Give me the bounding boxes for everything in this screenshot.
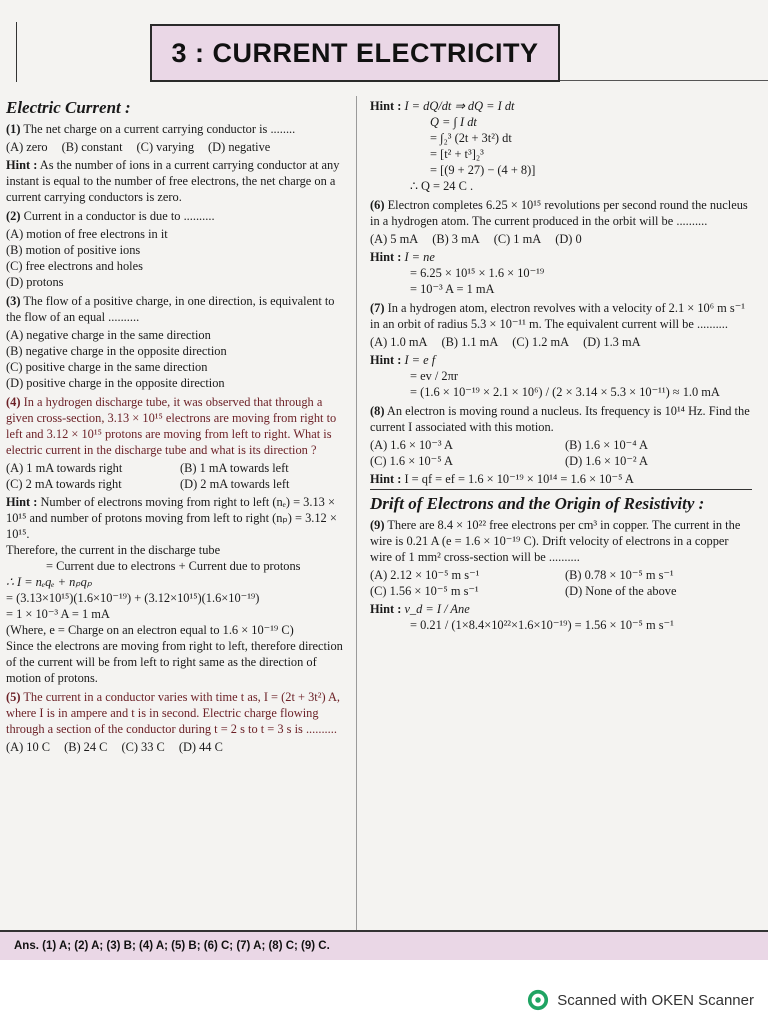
hint-text: I = qf = ef = 1.6 × 10⁻¹⁹ × 10¹⁴ = 1.6 × 10⁻⁵ A — [404, 472, 634, 486]
question-text: Current in a conductor is due to .......... — [23, 209, 215, 223]
option: (C) varying — [136, 140, 195, 154]
margin-rule — [16, 22, 17, 82]
hint-4 — [6, 494, 346, 686]
question-5 — [6, 689, 346, 737]
hint-line: = (1.6 × 10⁻¹⁹ × 2.1 × 10⁶) / (2 × 3.14 × 5.3 × 10⁻¹¹) ≈ 1.0 mA — [410, 385, 720, 399]
hint-line: ∴ Q = 24 C . — [410, 179, 474, 193]
options-1 — [6, 139, 346, 155]
question-number: (2) — [6, 209, 21, 223]
section-heading-electric-current: Electric Current : — [6, 98, 131, 117]
hint-label: Hint : — [6, 158, 38, 172]
option: (C) 33 C — [121, 740, 165, 754]
hint-8 — [370, 471, 752, 487]
question-number: (4) — [6, 395, 21, 409]
option: (D) 2 mA towards left — [180, 477, 290, 491]
question-9 — [370, 517, 752, 565]
option: (C) 1.6 × 10⁻⁵ A — [370, 454, 453, 468]
question-text: An electron is moving round a nucleus. Its frequency is 10¹⁴ Hz. Find the current I associated with this motion. — [370, 404, 750, 434]
hint-text: As the number of ions in a current carrying conductor at any instant is equal to the number of free electrons, the net charge on a current carrying conductors is zero. — [6, 158, 340, 204]
hint-line: = 10⁻³ A = 1 mA — [410, 282, 495, 296]
option: (B) constant — [61, 140, 123, 154]
options-4 — [6, 460, 346, 492]
hint-line: = (3.13×10¹⁵)(1.6×10⁻¹⁹) + (3.12×10¹⁵)(1.6×10⁻¹⁹) — [6, 591, 260, 605]
hint-label: Hint : — [370, 602, 402, 616]
chapter-title-box — [150, 24, 560, 82]
left-column — [6, 96, 346, 755]
question-text: The flow of a positive charge, in one direction, is equivalent to the flow of an equal .......... — [6, 294, 335, 324]
answer-key-text: Ans. (1) A; (2) A; (3) B; (4) A; (5) B; (6) C; (7) A; (8) C; (9) C. — [14, 940, 330, 952]
hint-line: = 0.21 / (1×8.4×10²²×1.6×10⁻¹⁹) = 1.56 × 10⁻⁵ m s⁻¹ — [410, 618, 674, 632]
scanner-watermark — [527, 988, 754, 1012]
question-2 — [6, 208, 346, 224]
hint-line: = 6.25 × 10¹⁵ × 1.6 × 10⁻¹⁹ — [410, 266, 545, 280]
option: (C) positive charge in the same direction — [6, 360, 208, 374]
option: (D) 44 C — [178, 740, 223, 754]
hint-label: Hint : — [370, 353, 402, 367]
hint-label: Hint : — [370, 472, 402, 486]
question-8 — [370, 403, 752, 435]
question-1 — [6, 121, 346, 137]
hint-line: Number of electrons moving from right to left (nₑ) = 3.13 × 10¹⁵ and number of protons moving from left to right (nₚ) = 3.12 × 10¹⁵. — [6, 495, 337, 541]
option: (C) 1 mA — [493, 232, 542, 246]
hint-line: = 1 × 10⁻³ A = 1 mA — [6, 607, 110, 621]
hint-line: = [(9 + 27) − (4 + 8)] — [430, 163, 536, 177]
option: (B) 0.78 × 10⁻⁵ m s⁻¹ — [565, 568, 674, 582]
option: (B) motion of positive ions — [6, 243, 141, 257]
hint-line: = [t² + t³]₂³ — [430, 147, 484, 161]
hint-9 — [370, 601, 752, 633]
option: (D) 0 — [555, 232, 582, 246]
scanner-text: Scanned with OKEN Scanner — [557, 991, 754, 1009]
hint-label: Hint : — [6, 495, 38, 509]
right-column — [370, 96, 752, 635]
answer-key-bar — [0, 930, 768, 960]
hint-line: = Current due to electrons + Current due to protons — [46, 559, 301, 573]
question-7 — [370, 300, 752, 332]
question-number: (7) — [370, 301, 385, 315]
option: (D) protons — [6, 275, 64, 289]
option: (B) 1.1 mA — [441, 335, 499, 349]
option: (A) 1.6 × 10⁻³ A — [370, 438, 453, 452]
option: (A) 1 mA towards right — [6, 461, 123, 475]
question-number: (1) — [6, 122, 21, 136]
option: (C) 1.2 mA — [512, 335, 570, 349]
hint-label: Hint : — [370, 99, 402, 113]
options-6 — [370, 231, 752, 247]
question-number: (6) — [370, 198, 385, 212]
question-text: The current in a conductor varies with time t as, I = (2t + 3t²) A, where I is in ampere and t is in second. Electric charge flowing through a section of the conductor during t = 2 s to t = 3 s is .......... — [6, 690, 341, 736]
question-6 — [370, 197, 752, 229]
header-rule — [560, 80, 768, 81]
hint-6 — [370, 249, 752, 297]
option: (A) 1.0 mA — [370, 335, 428, 349]
option: (A) negative charge in the same direction — [6, 328, 211, 342]
oken-scanner-logo-icon — [527, 989, 549, 1011]
section-heading-drift: Drift of Electrons and the Origin of Resistivity : — [370, 489, 752, 513]
option: (C) 1.56 × 10⁻⁵ m s⁻¹ — [370, 584, 479, 598]
option: (A) motion of free electrons in it — [6, 227, 168, 241]
options-5 — [6, 739, 346, 755]
option: (B) negative charge in the opposite direction — [6, 344, 227, 358]
question-number: (8) — [370, 404, 385, 418]
option: (B) 3 mA — [432, 232, 480, 246]
hint-line: Therefore, the current in the discharge tube — [6, 543, 221, 557]
chapter-title: 3 : CURRENT ELECTRICITY — [171, 37, 539, 68]
hint-line: I = e f — [404, 353, 436, 367]
hint-line: I = dQ/dt ⇒ dQ = I dt — [404, 99, 515, 113]
option: (D) None of the above — [565, 584, 677, 598]
hint-1 — [6, 157, 346, 205]
option: (D) 1.6 × 10⁻² A — [565, 454, 648, 468]
option: (C) free electrons and holes — [6, 259, 143, 273]
option: (D) 1.3 mA — [583, 335, 641, 349]
hint-line: I = ne — [404, 250, 435, 264]
question-text: There are 8.4 × 10²² free electrons per cm³ in copper. The current in the wire is 0.21 A (e = 1.6 × 10⁻¹⁹ C). Drift velocity of electrons in a copper wire of 1 mm² cross-section will be .......... — [370, 518, 741, 564]
hint-line: Q = ∫ I dt — [430, 115, 477, 129]
option: (A) 5 mA — [370, 232, 419, 246]
option: (D) positive charge in the opposite direction — [6, 376, 225, 390]
hint-label: Hint : — [370, 250, 402, 264]
question-number: (5) — [6, 690, 21, 704]
hint-line: (Where, e = Charge on an electron equal to 1.6 × 10⁻¹⁹ C) — [6, 623, 294, 637]
question-3 — [6, 293, 346, 325]
hint-5 — [370, 98, 752, 194]
option: (B) 24 C — [64, 740, 108, 754]
question-number: (9) — [370, 518, 385, 532]
options-8 — [370, 437, 752, 469]
options-7 — [370, 334, 752, 350]
question-4 — [6, 394, 346, 458]
column-divider — [356, 96, 357, 936]
question-text: In a hydrogen atom, electron revolves with a velocity of 2.1 × 10⁶ m s⁻¹ in an orbit of radius 5.3 × 10⁻¹¹ m. The equivalent current will be .......... — [370, 301, 745, 331]
hint-line: = ev / 2πr — [410, 369, 458, 383]
hint-line: Since the electrons are moving from right to left, therefore direction of the current will be from left to right same as the direction of motion of protons. — [6, 639, 343, 685]
option: (D) negative — [208, 140, 271, 154]
option: (A) 10 C — [6, 740, 51, 754]
option: (A) 2.12 × 10⁻⁵ m s⁻¹ — [370, 568, 480, 582]
question-text: The net charge on a current carrying conductor is ........ — [23, 122, 296, 136]
question-number: (3) — [6, 294, 21, 308]
hint-7 — [370, 352, 752, 400]
hint-line: ∴ I = nₑqₑ + nₚqₚ — [6, 575, 93, 589]
option: (A) zero — [6, 140, 48, 154]
option: (C) 2 mA towards right — [6, 477, 122, 491]
hint-line: v_d = I / Ane — [404, 602, 470, 616]
question-text: Electron completes 6.25 × 10¹⁵ revolutions per second round the nucleus in a hydrogen atom. The current produced in the orbit will be .......... — [370, 198, 748, 228]
option: (B) 1 mA towards left — [180, 461, 289, 475]
option: (B) 1.6 × 10⁻⁴ A — [565, 438, 648, 452]
question-text: In a hydrogen discharge tube, it was observed that through a given cross-section, 3.13 × 10¹⁵ electrons are moving from right to left and 3.12 × 10¹⁵ protons are moving from left to right. What is electric current in the discharge tube and what is its direction ? — [6, 395, 337, 457]
hint-line: = ∫₂³ (2t + 3t²) dt — [430, 131, 512, 145]
options-9 — [370, 567, 752, 599]
